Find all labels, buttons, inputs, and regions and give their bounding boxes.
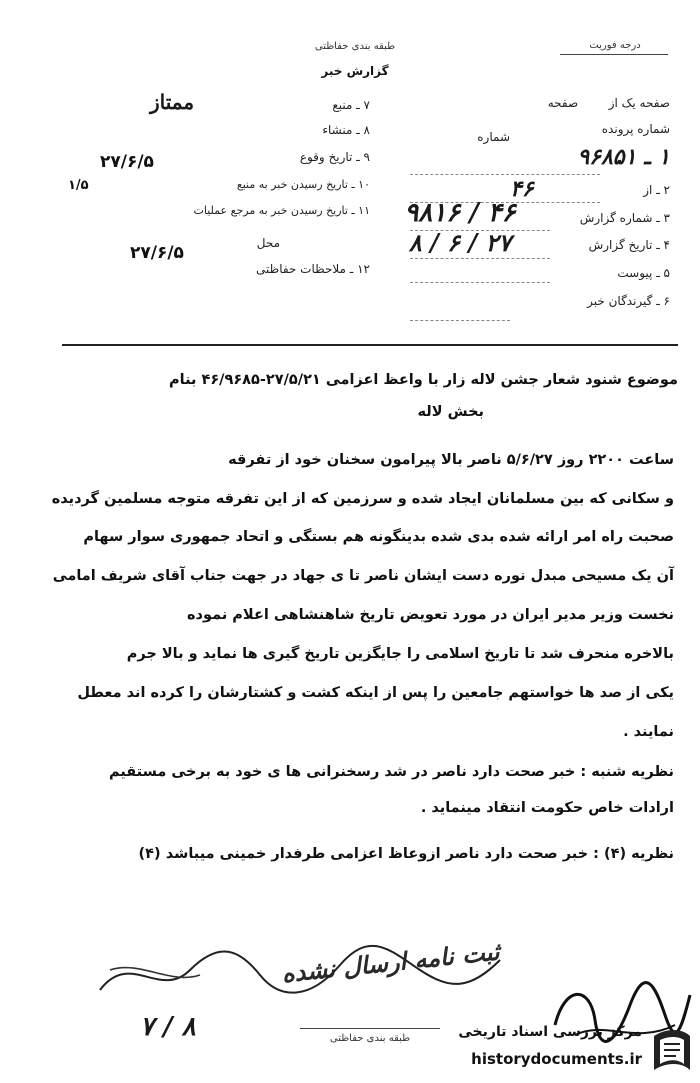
occurrence-date-value: ۲۷/۶/۵ <box>100 152 154 172</box>
note-line-3: نظریه (۴) : خبر صحت دارد ناصر ازوعاظ اعزامی طرفدار خمینی میباشد (۴) <box>138 846 674 862</box>
subject-line: موضوع شنود شعار جشن لاله زار با واعظ اعزامی ۲۷/۵/۲۱-۴۶/۹۶۸۵ بنام <box>169 372 678 388</box>
body-line-7: یکی از صد ها خواستهم جامعین را پس از اینکه کشت و کشتارشان را کرده اند معطل <box>77 685 674 701</box>
field-7-label: ۷ ـ منبع <box>332 98 370 112</box>
report-date-value: ۸ / ۶ / ۲۷ <box>408 228 512 257</box>
handwritten-annotation: ثبت نامه ارسال نشده <box>280 936 501 989</box>
field-11-label: ۱۱ ـ تاریخ رسیدن خبر به مرجع عملیات <box>193 204 370 217</box>
body-line-5: نخست وزیر مدیر ایران در مورد تعویض تاریخ شاهنشاهی اعلام نموده <box>187 607 674 623</box>
page-prefix: صفحه یک از <box>608 96 670 110</box>
urgency-label: درجه فوریت <box>589 40 641 51</box>
field-9-label: ۹ ـ تاریخ وقوع <box>299 150 370 164</box>
body-line-6: بالاخره منحرف شد تا تاریخ اسلامی را جایگزین تاریخ گیری ها نماید و بالا جرم <box>126 646 674 662</box>
field-8-label: ۸ ـ منشاء <box>322 123 370 137</box>
field-10-label: ۱۰ ـ تاریخ رسیدن خبر به منبع <box>236 178 370 191</box>
handwritten-number: ۷ / ۸ <box>140 1012 196 1042</box>
field-3-label: ۳ ـ شماره گزارش <box>579 211 670 225</box>
field-1-value: ۱ ـ ۹۶۸۵۱ <box>577 144 670 170</box>
header-divider <box>62 344 678 346</box>
note-line-1: نظریه شنبه : خبر صحت دارد ناصر در شد رسخنرانی ها ی خود به برخی مستقیم <box>108 764 674 780</box>
watermark <box>430 1020 700 1083</box>
location-date-value: ۲۷/۶/۵ <box>130 243 184 263</box>
field-2-value: ۴۶ <box>510 176 534 202</box>
field-2-label: ۲ ـ از <box>643 183 670 197</box>
form-title: گزارش خبر <box>321 64 389 78</box>
field-4-label: ۴ ـ تاریخ گزارش <box>588 238 670 252</box>
watermark-title: مرکز بررسی اسناد تاریخی <box>458 1024 642 1040</box>
body-line-1: ساعت ۲۲۰۰ روز ۵/۶/۲۷ ناصر بالا پیرامون سخنان خود از تفرقه <box>228 452 674 468</box>
page-count-row <box>470 96 670 110</box>
watermark-url: historydocuments.ir <box>471 1050 642 1068</box>
field-12-label: ۱۲ ـ ملاحظات حفاظتی <box>256 262 370 276</box>
page-suffix: صفحه <box>547 96 579 110</box>
subject-line-2: بخش لاله <box>417 404 484 420</box>
report-number-value: ۹۸۱۶ / ۴۶ <box>404 198 516 228</box>
location-label: محل <box>256 236 280 250</box>
field-6-label: ۶ ـ گیرندگان خبر <box>587 294 670 308</box>
field-10-value: ۱/۵ <box>68 178 89 193</box>
field-file-number-label: شماره پرونده <box>601 122 670 136</box>
body-line-8: نمایند . <box>623 724 674 740</box>
field-5-label: ۵ ـ پیوست <box>617 266 670 280</box>
classification-label-bottom: طبقه بندی حفاظتی <box>329 1033 411 1044</box>
source-value: ممتاز <box>150 90 195 114</box>
urgency-underline <box>560 54 668 55</box>
field-number-label: شماره <box>477 130 510 144</box>
note-line-2: ارادات خاص حکومت انتقاد مینماید . <box>420 800 674 816</box>
body-line-2: و سکانی که بین مسلمانان ایجاد شده و سرزمین که از این تفرقه متوجه مسلمین گردیده <box>51 491 674 507</box>
body-line-4: آن یک مسیحی مبدل نوره دست ایشان ناصر تا ی جهاد در جهت جناب آقای شریف امامی <box>52 568 674 584</box>
classification-label-top: طبقه بندی حفاظتی <box>314 41 396 52</box>
footer-rule <box>300 1028 440 1029</box>
body-line-3: صحبت راه امر ارائه شده بدی شده بدینگونه هم بستگی و اتحاد جمهوری سوار سهام <box>83 529 674 545</box>
handwritten-scribble <box>90 930 510 1010</box>
watermark-logo-icon <box>648 1026 694 1078</box>
